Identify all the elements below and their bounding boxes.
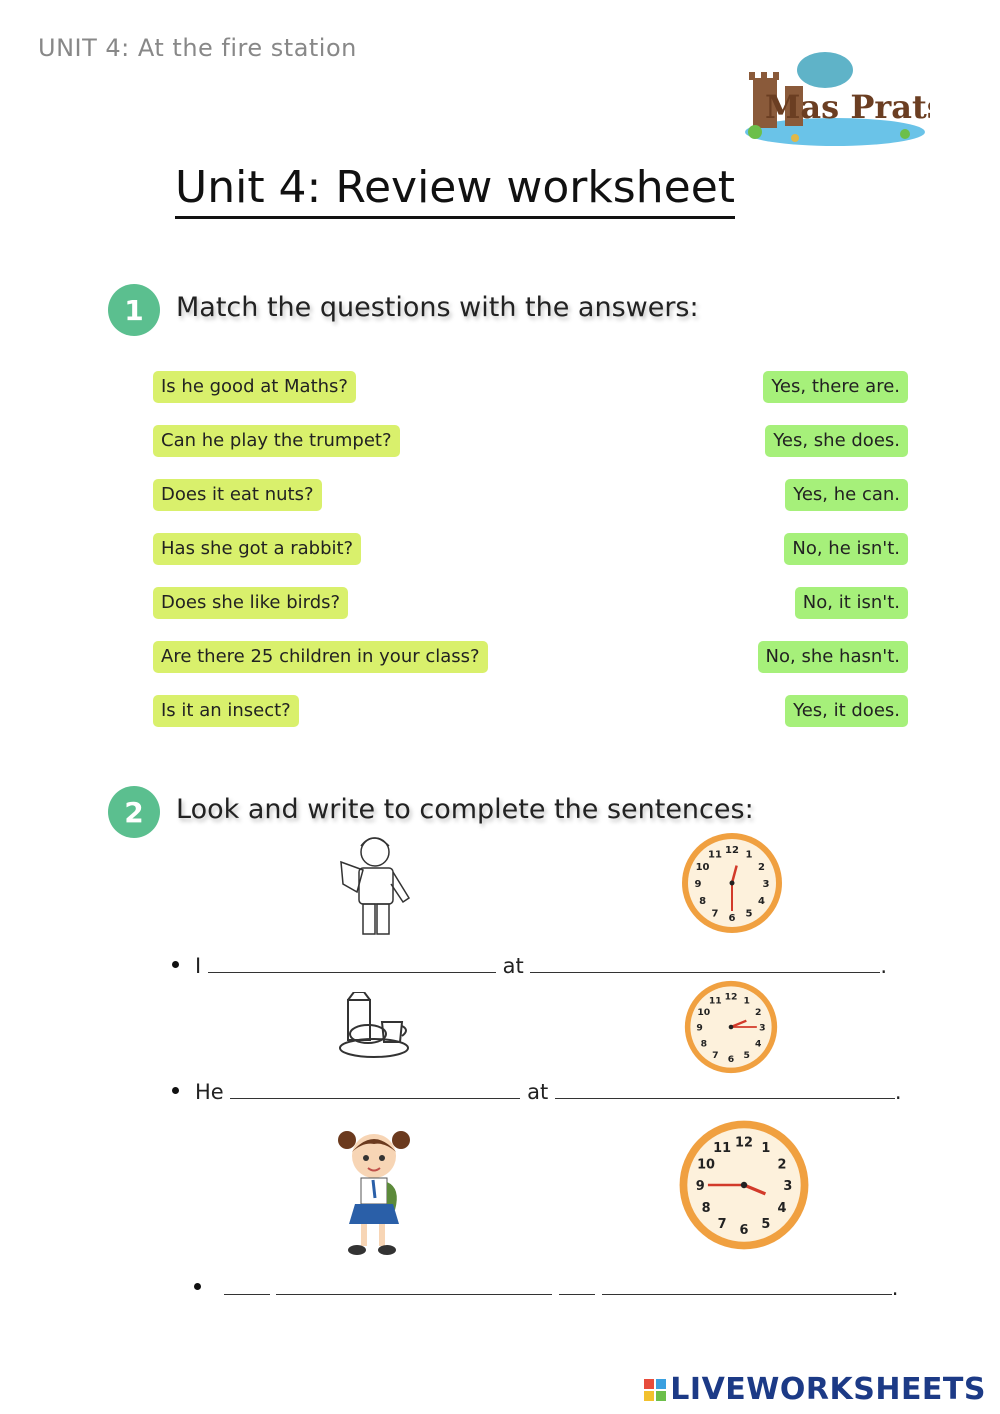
clock-number: 1	[745, 849, 753, 861]
answer-blank[interactable]	[555, 1082, 895, 1099]
sentence-line: He at .	[172, 1080, 902, 1104]
clock-number: 6	[727, 1054, 735, 1066]
bullet-icon	[194, 1283, 201, 1290]
question-item[interactable]: Are there 25 children in your class?	[153, 641, 488, 673]
clock-number: 3	[762, 879, 770, 890]
clock-number: 11	[713, 1141, 732, 1157]
brand-text: LIVEWORKSHEETS	[670, 1372, 986, 1407]
answer-item[interactable]: Yes, he can.	[785, 479, 908, 511]
clock-icon	[680, 831, 784, 939]
breakfast-image	[338, 992, 414, 1066]
clock-number: 9	[695, 1179, 705, 1195]
answer-item[interactable]: Yes, it does.	[785, 695, 908, 727]
clock-number: 8	[700, 1038, 708, 1050]
clock-number: 11	[708, 849, 722, 861]
section-number-badge: 1	[108, 284, 160, 336]
clock-number: 2	[777, 1157, 787, 1173]
unit-header: UNIT 4: At the fire station	[38, 34, 357, 62]
clock-number: 1	[761, 1141, 771, 1157]
sentence-line: I at .	[172, 954, 887, 978]
question-item[interactable]: Is it an insect?	[153, 695, 299, 727]
answer-blank[interactable]	[208, 956, 496, 973]
liveworksheets-icon	[644, 1379, 666, 1401]
clock-number: 11	[708, 995, 722, 1007]
question-item[interactable]: Is he good at Maths?	[153, 371, 356, 403]
clock-number: 7	[717, 1217, 727, 1233]
clock-number: 4	[754, 1038, 762, 1050]
clock-number: 10	[695, 862, 710, 873]
clock-number: 5	[745, 908, 753, 920]
question-item[interactable]: Can he play the trumpet?	[153, 425, 400, 457]
answer-item[interactable]: No, she hasn't.	[758, 641, 908, 673]
question-item[interactable]: Does she like birds?	[153, 587, 348, 619]
answer-blank[interactable]	[230, 1082, 520, 1099]
bullet-icon	[172, 961, 179, 968]
answer-blank[interactable]	[602, 1278, 892, 1295]
clock-number: 3	[759, 1022, 766, 1034]
question-item[interactable]: Does it eat nuts?	[153, 479, 322, 511]
bullet-icon	[172, 1087, 179, 1094]
clock-number: 5	[743, 1049, 750, 1061]
clock-number: 10	[697, 1007, 711, 1018]
clock-number: 5	[761, 1217, 771, 1233]
clock-number: 8	[699, 896, 707, 907]
clock-number: 9	[696, 1022, 703, 1034]
clock-number: 12	[735, 1135, 753, 1151]
sentence-subject: I	[195, 954, 202, 978]
clock-number: 3	[783, 1179, 793, 1195]
clock-number: 1	[743, 995, 750, 1007]
section-instruction: Match the questions with the answers:	[176, 292, 699, 323]
school-logo	[735, 40, 930, 150]
sentence-connector: at	[527, 1080, 549, 1104]
boy-getting-dressed-image	[333, 832, 413, 944]
page-title: Unit 4: Review worksheet	[175, 162, 735, 219]
clock-icon	[683, 979, 779, 1079]
answer-item[interactable]: Yes, she does.	[765, 425, 908, 457]
section-number-badge: 2	[108, 786, 160, 838]
clock-number: 6	[728, 913, 736, 924]
clock-number: 9	[694, 879, 702, 890]
answer-item[interactable]: Yes, there are.	[763, 371, 908, 403]
answer-blank[interactable]	[559, 1278, 595, 1295]
clock-number: 2	[757, 862, 765, 873]
clock-number: 7	[711, 908, 719, 920]
sentence-connector: at	[502, 954, 524, 978]
clock-number: 4	[777, 1201, 787, 1217]
clock-number: 7	[712, 1049, 719, 1061]
clock-icon	[677, 1118, 811, 1256]
clock-number: 10	[697, 1157, 716, 1173]
clock-number: 12	[724, 991, 738, 1003]
answer-item[interactable]: No, it isn't.	[795, 587, 908, 619]
clock-number: 8	[701, 1201, 711, 1217]
sentence-line: .	[194, 1276, 898, 1300]
question-item[interactable]: Has she got a rabbit?	[153, 533, 361, 565]
sentence-subject: He	[195, 1080, 224, 1104]
girl-going-to-school-image	[335, 1126, 415, 1262]
liveworksheets-logo[interactable]	[644, 1372, 986, 1407]
answer-blank[interactable]	[224, 1278, 270, 1295]
answer-blank[interactable]	[530, 956, 880, 973]
clock-number: 6	[739, 1222, 749, 1238]
answer-blank[interactable]	[276, 1278, 552, 1295]
answer-item[interactable]: No, he isn't.	[784, 533, 908, 565]
clock-number: 2	[754, 1007, 762, 1018]
clock-number: 12	[725, 845, 739, 856]
section-instruction: Look and write to complete the sentences:	[176, 794, 754, 825]
clock-number: 4	[757, 896, 765, 907]
logo-text: Mas Prats	[765, 88, 930, 126]
